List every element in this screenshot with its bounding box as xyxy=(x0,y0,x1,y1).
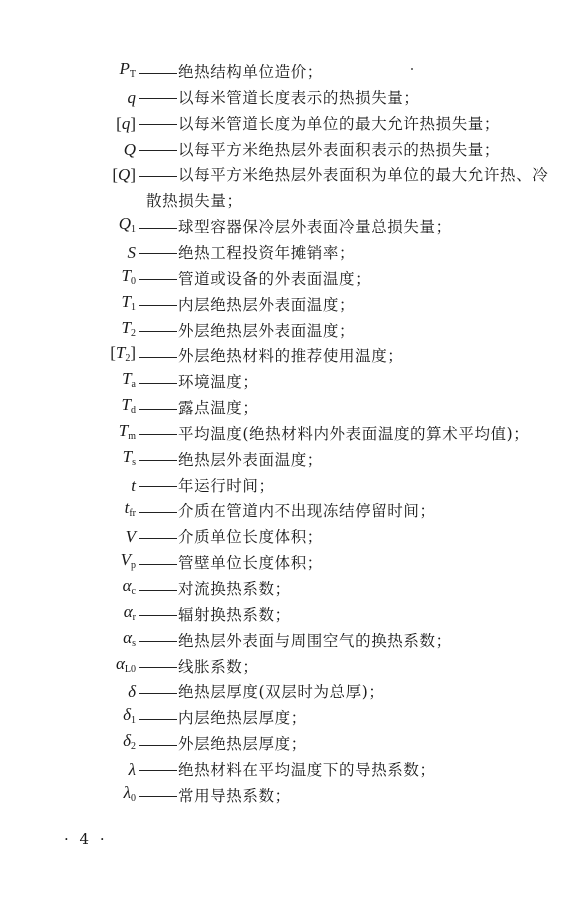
symbol-letter: δ xyxy=(123,705,131,725)
symbol-letter: α xyxy=(123,627,133,647)
symbol-bracket-close: ] xyxy=(130,113,136,133)
symbol-entry xyxy=(0,112,560,136)
symbol-entry xyxy=(0,60,560,84)
symbol-description: 平均温度(绝热材料内外表面温度的算术平均值)； xyxy=(178,424,530,443)
symbol-entry xyxy=(0,319,560,343)
symbol-letter: T xyxy=(121,395,131,415)
symbol-letter: V xyxy=(125,527,136,547)
symbol-subscript: d xyxy=(131,405,136,417)
symbol-letter: λ xyxy=(123,782,131,802)
em-dash-separator xyxy=(139,357,177,358)
symbol-entry xyxy=(0,551,560,575)
symbol-subscript: c xyxy=(131,586,136,597)
symbol xyxy=(0,212,137,242)
em-dash-separator xyxy=(139,331,177,332)
symbol-letter: T xyxy=(121,265,131,285)
symbol-entry xyxy=(0,577,560,601)
symbol-letter: q xyxy=(121,113,131,133)
em-dash-separator xyxy=(139,228,177,229)
symbol-letter: Q xyxy=(118,214,131,234)
symbol-entry xyxy=(0,293,560,317)
em-dash-separator xyxy=(139,434,177,435)
symbol-description: 以每平方米绝热层外表面积表示的热损失量； xyxy=(178,140,501,159)
symbol-description: 环境温度； xyxy=(178,373,259,392)
symbol xyxy=(0,781,137,811)
symbol-subscript: r xyxy=(132,611,136,623)
symbol-entry xyxy=(0,525,560,549)
symbol-subscript: 2 xyxy=(131,327,136,339)
symbol xyxy=(0,474,137,498)
em-dash-separator xyxy=(139,98,177,99)
symbol-description: 内层绝热层外表面温度； xyxy=(178,295,356,314)
em-dash-separator xyxy=(139,124,177,125)
em-dash-separator xyxy=(139,693,177,694)
symbol-description: 外层绝热材料的推荐使用温度； xyxy=(178,347,404,366)
symbol-letter: α xyxy=(122,576,132,595)
symbol-entry xyxy=(0,758,560,782)
symbol-description: 线胀系数； xyxy=(178,657,259,676)
symbol-description: 外层绝热层外表面温度； xyxy=(178,321,356,340)
symbol-bracket-close: ] xyxy=(130,343,136,363)
symbol-description: 常用导热系数； xyxy=(178,786,291,805)
em-dash-separator xyxy=(139,305,177,306)
symbol-letter: T xyxy=(121,291,131,311)
symbol-description: 绝热层厚度(双层时为总厚)； xyxy=(178,683,385,702)
symbol-entry xyxy=(0,370,560,394)
symbol-description: 对流换热系数； xyxy=(178,580,291,598)
symbol-bracket-open: [ xyxy=(116,113,122,133)
symbol-entry xyxy=(0,784,560,808)
symbol-subscript: fr xyxy=(129,508,136,520)
symbol-description: 以每平方米绝热层外表面积为单位的最大允许热、冷 xyxy=(178,166,549,185)
symbol-subscript: L0 xyxy=(124,663,136,675)
symbol-description: 绝热工程投资年摊销率； xyxy=(178,243,356,262)
symbol-subscript: 1 xyxy=(131,224,136,236)
symbol-entry xyxy=(0,655,560,679)
em-dash-separator xyxy=(139,150,177,151)
symbol-description: 球型容器保冷层外表面冷量总损失量； xyxy=(178,218,452,237)
symbol-description: 介质在管道内不出现冻结停留时间； xyxy=(178,502,436,521)
symbol-description: 以每米管道长度为单位的最大允许热损失量； xyxy=(178,114,501,133)
symbol xyxy=(0,86,137,110)
symbol-subscript: 1 xyxy=(131,715,136,727)
em-dash-separator xyxy=(139,279,177,280)
symbol-subscript: p xyxy=(131,560,136,572)
symbol-letter: t xyxy=(131,475,136,495)
em-dash-separator xyxy=(139,615,177,616)
symbol-description: 绝热材料在平均温度下的导热系数； xyxy=(178,760,436,779)
symbol-entry xyxy=(0,241,560,265)
em-dash-separator xyxy=(139,719,177,720)
symbol-description: 绝热层外表面与周围空气的换热系数； xyxy=(178,631,452,650)
symbol xyxy=(0,241,137,265)
symbol-letter: q xyxy=(127,87,136,107)
symbol-entry xyxy=(0,138,560,162)
symbol-entry xyxy=(0,215,560,239)
symbol-description: 绝热结构单位造价； xyxy=(178,63,323,81)
em-dash-separator xyxy=(139,460,177,461)
symbol-entry xyxy=(0,732,560,756)
symbol xyxy=(0,758,137,782)
symbol-subscript: s xyxy=(132,637,136,649)
symbol-entry xyxy=(0,267,560,291)
em-dash-separator xyxy=(139,538,177,539)
symbol-letter: α xyxy=(115,653,125,673)
symbol-description: 绝热层外表面温度； xyxy=(178,450,323,469)
symbol-letter: t xyxy=(124,498,130,518)
symbol-letter: Q xyxy=(123,139,136,159)
symbol-letter: δ xyxy=(128,682,136,702)
page-number: · 4 · xyxy=(64,830,108,848)
em-dash-separator xyxy=(139,383,177,384)
em-dash-separator xyxy=(139,486,177,487)
symbol xyxy=(0,680,137,704)
symbol-description: 管道或设备的外表面温度； xyxy=(178,269,372,288)
em-dash-separator xyxy=(139,641,177,642)
symbol-entry xyxy=(0,344,560,368)
symbol-letter: T xyxy=(115,343,126,363)
symbol-entry xyxy=(0,396,560,420)
symbol-description: 介质单位长度体积； xyxy=(178,528,323,547)
symbol-subscript: m xyxy=(128,430,136,442)
symbol-entry xyxy=(0,474,560,498)
symbol xyxy=(0,729,137,759)
symbol-entry xyxy=(0,422,560,446)
symbol-description: 年运行时间； xyxy=(178,476,275,495)
symbol-letter: Q xyxy=(118,165,131,185)
symbol-subscript: 1 xyxy=(131,301,136,313)
symbol-entry xyxy=(0,706,560,730)
symbol-entry xyxy=(0,163,560,187)
symbol-letter: S xyxy=(127,242,136,262)
symbol-description: 以每米管道长度表示的热损失量； xyxy=(178,88,420,107)
symbol-letter: V xyxy=(120,550,131,570)
em-dash-separator xyxy=(139,409,177,410)
symbol-subscript: a xyxy=(131,379,136,391)
symbol-bracket-open: [ xyxy=(112,165,119,185)
symbol-entry xyxy=(0,448,560,472)
symbol-subscript: 0 xyxy=(131,792,136,804)
em-dash-separator xyxy=(139,253,177,254)
symbol-letter: α xyxy=(123,601,133,621)
symbol-letter: T xyxy=(122,369,132,389)
symbol-description-continuation: 散热损失量； xyxy=(146,192,243,211)
symbol xyxy=(0,496,137,526)
symbol-subscript: s xyxy=(132,456,136,468)
em-dash-separator xyxy=(139,512,177,513)
symbol xyxy=(0,57,137,87)
em-dash-separator xyxy=(139,770,177,771)
symbol xyxy=(0,652,137,682)
symbol-bracket-close: ] xyxy=(130,165,136,185)
em-dash-separator xyxy=(139,590,177,591)
symbol-letter: T xyxy=(118,420,129,440)
symbol-entry xyxy=(0,499,560,523)
symbol-description: 内层绝热层厚度； xyxy=(178,709,307,728)
symbol-letter: P xyxy=(119,59,130,78)
symbol-letter: T xyxy=(122,446,133,466)
symbol-description: 露点温度； xyxy=(178,399,259,418)
symbol-subscript: 0 xyxy=(131,275,136,287)
symbol-description: 外层绝热层厚度； xyxy=(178,735,307,754)
em-dash-separator xyxy=(139,73,177,74)
symbol-bracket-open: [ xyxy=(110,343,116,363)
em-dash-separator xyxy=(139,176,177,177)
symbol-letter: λ xyxy=(128,759,136,779)
symbol-letter: T xyxy=(121,317,131,337)
em-dash-separator xyxy=(139,667,177,668)
symbol xyxy=(0,138,137,162)
symbol xyxy=(0,445,137,475)
symbol xyxy=(0,112,137,136)
symbol-description: 辐射换热系数； xyxy=(178,605,291,624)
em-dash-separator xyxy=(139,745,177,746)
symbol-description: 管壁单位长度体积； xyxy=(178,554,323,573)
em-dash-separator xyxy=(139,796,177,797)
symbol-subscript: 2 xyxy=(125,353,131,365)
symbol-subscript: T xyxy=(129,69,136,80)
symbol xyxy=(0,525,137,549)
symbol-entry xyxy=(0,680,560,704)
symbol xyxy=(0,163,137,187)
symbol-letter: δ xyxy=(123,731,131,751)
symbol-entry xyxy=(0,86,560,110)
symbol-entry xyxy=(0,603,560,627)
symbol-subscript: 2 xyxy=(131,741,136,753)
em-dash-separator xyxy=(139,564,177,565)
symbol-entry xyxy=(0,629,560,653)
